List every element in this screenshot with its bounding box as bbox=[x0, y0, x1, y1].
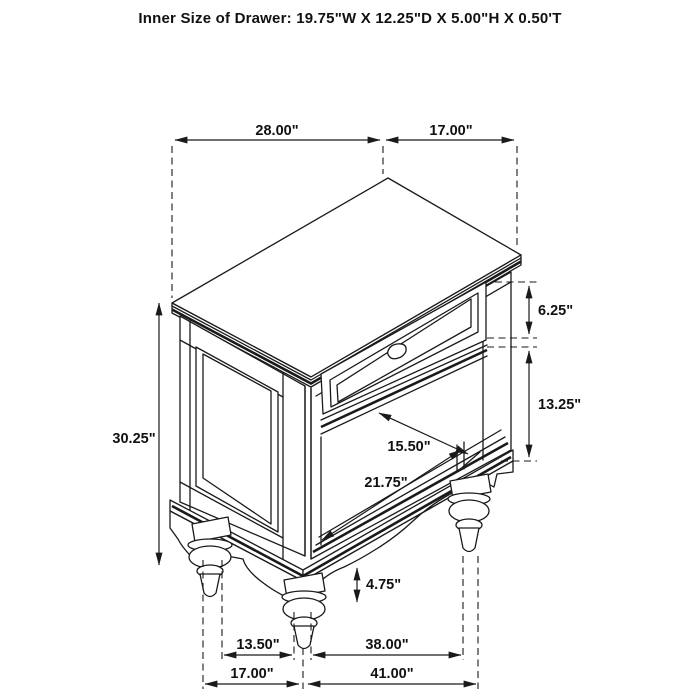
foot-left bbox=[188, 517, 232, 597]
dim-label-feet-span-front-outer: 41.00" bbox=[370, 666, 414, 682]
dim-label-shelf-width: 21.75" bbox=[364, 475, 408, 491]
dim-label-feet-span-front-inner: 38.00" bbox=[365, 637, 409, 653]
dim-label-top-width: 28.00" bbox=[255, 123, 299, 139]
foot-front bbox=[282, 573, 326, 649]
dim-label-shelf-opening-height: 13.25" bbox=[538, 397, 582, 413]
dim-label-feet-span-side-inner: 13.50" bbox=[236, 637, 280, 653]
dim-label-feet-span-side-outer: 17.00" bbox=[230, 666, 274, 682]
page-title: Inner Size of Drawer: 19.75"W X 12.25"D X 5.00"H X 0.50'T bbox=[138, 10, 562, 27]
dim-label-foot-height: 4.75" bbox=[366, 577, 402, 593]
nightstand-drawing bbox=[170, 178, 521, 649]
dim-label-overall-height: 30.25" bbox=[112, 431, 156, 447]
dim-label-top-depth: 17.00" bbox=[429, 123, 473, 139]
dim-feet-bottom-rows bbox=[203, 556, 478, 689]
foot-right bbox=[448, 474, 491, 552]
dim-label-shelf-depth: 15.50" bbox=[387, 439, 431, 455]
dim-overall-height bbox=[112, 303, 159, 565]
dim-foot-height bbox=[357, 568, 401, 602]
dim-label-drawer-face-height: 6.25" bbox=[538, 303, 574, 319]
